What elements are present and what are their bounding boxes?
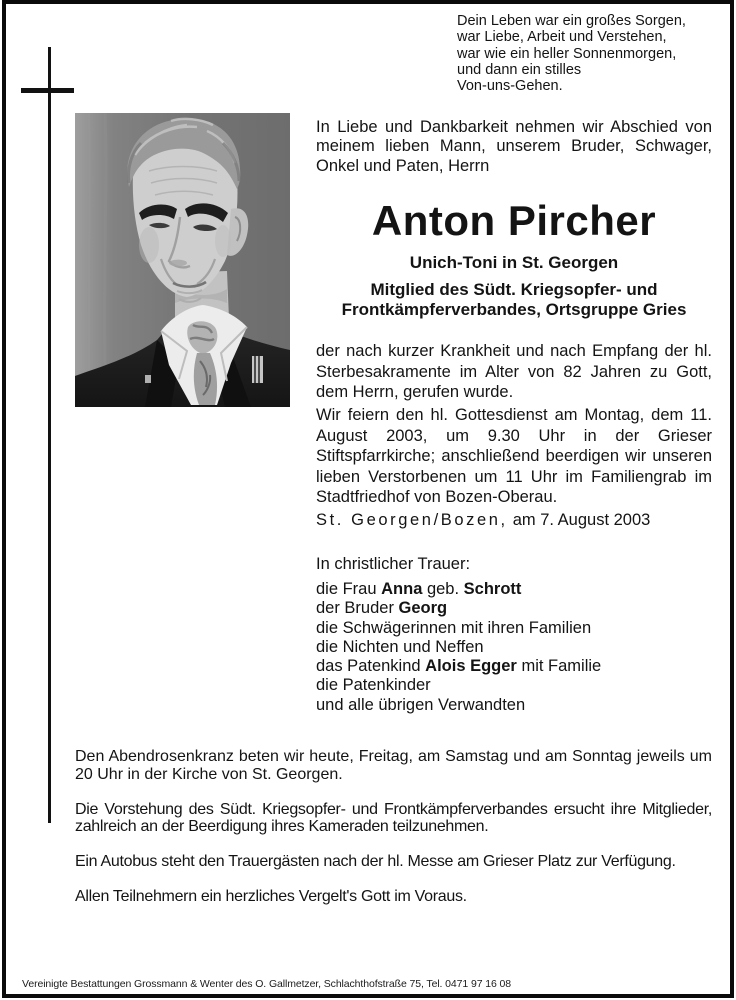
poem-line: Dein Leben war ein großes Sorgen, xyxy=(457,13,686,29)
mourners-list xyxy=(316,580,712,715)
dateline xyxy=(316,511,712,530)
mourner-text: die Frau xyxy=(316,580,382,598)
mourning-heading: In christlicher Trauer: xyxy=(316,555,471,573)
mourner-text: die Schwägerinnen mit ihren Familien xyxy=(316,618,592,637)
mourner-line xyxy=(316,580,712,599)
intro-paragraph: In Liebe und Dankbarkeit nehmen wir Abschied von meinem lieben Mann, unserem Bruder, Schwager, Onkel und Paten, Herrn xyxy=(316,118,712,175)
mourner-name: Anna xyxy=(381,580,423,598)
thanks-notice: Allen Teilnehmern ein herzliches Vergelt's Gott im Voraus. xyxy=(75,887,467,905)
deceased-membership: Mitglied des Südt. Kriegsopfer- und Frontkämpferverbandes, Ortsgruppe Gries xyxy=(341,280,687,319)
cross-arm xyxy=(21,88,74,93)
mourner-text: das Patenkind xyxy=(316,657,426,676)
notices-block xyxy=(75,748,712,923)
mourner-name: Georg xyxy=(398,599,448,618)
cross-stem xyxy=(48,47,51,823)
mourner-name: Alois Egger xyxy=(425,657,517,676)
mourner-text: geb. xyxy=(422,580,464,598)
mourner-text: die Nichten und Neffen xyxy=(316,637,484,656)
mourner-name: Schrott xyxy=(463,580,522,598)
mourner-line xyxy=(316,696,712,715)
association-notice: Die Vorstehung des Südt. Kriegsopfer- und Frontkämpferverbandes ersucht ihre Mitglieder, zahlreich an der Beerdigung ihres Kameraden teilzunehmen. xyxy=(75,800,712,836)
death-paragraph: der nach kurzer Krankheit und nach Empfang der hl. Sterbesakramente im Alter von 82 Jahren zu Gott, dem Herrn, gerufen wurde. xyxy=(316,342,712,402)
dateline-date: am 7. August 2003 xyxy=(512,511,651,529)
mourner-line xyxy=(316,657,712,676)
dateline-place: St. Georgen/Bozen, xyxy=(316,511,508,529)
funeral-home-footer: Vereinigte Bestattungen Grossmann & Wenter des O. Gallmetzer, Schlachthofstraße 75, Tel. 0471 97 16 08 xyxy=(22,978,512,990)
memorial-poem xyxy=(457,13,711,94)
mourner-line xyxy=(316,619,712,638)
deceased-name: Anton Pircher xyxy=(371,197,657,245)
poem-line: und dann ein stilles xyxy=(457,61,582,78)
mourner-text: der Bruder xyxy=(316,599,399,618)
mourner-line xyxy=(316,676,712,695)
mourner-text: und alle übrigen Verwandten xyxy=(316,695,526,714)
service-paragraph: Wir feiern den hl. Gottesdienst am Montag, dem 11. August 2003, um 9.30 Uhr in der Grieser Stiftspfarrkirche; anschließend beerdigen wir unseren lieben Verstorbenen um 11 Uhr im Familiengrab im Stadtfriedhof von Bozen-Oberau. xyxy=(316,406,712,507)
portrait-photo xyxy=(75,113,290,407)
bus-notice: Ein Autobus steht den Trauergästen nach der hl. Messe am Grieser Platz zur Verfügung. xyxy=(75,853,676,871)
mourner-line xyxy=(316,638,712,657)
mourner-line xyxy=(316,599,712,618)
poem-line: Von-uns-Gehen. xyxy=(457,78,563,95)
main-column xyxy=(316,118,712,715)
rosary-notice: Den Abendrosenkranz beten wir heute, Freitag, am Samstag und am Sonntag jeweils um 20 Uhr in der Kirche von St. Georgen. xyxy=(75,748,712,783)
poem-line: war wie ein heller Sonnenmorgen, xyxy=(457,45,677,62)
deceased-nickname: Unich-Toni in St. Georgen xyxy=(409,253,619,273)
mourner-text: mit Familie xyxy=(516,657,602,676)
mourner-text: die Patenkinder xyxy=(316,676,431,695)
poem-line: war Liebe, Arbeit und Verstehen, xyxy=(457,29,667,46)
